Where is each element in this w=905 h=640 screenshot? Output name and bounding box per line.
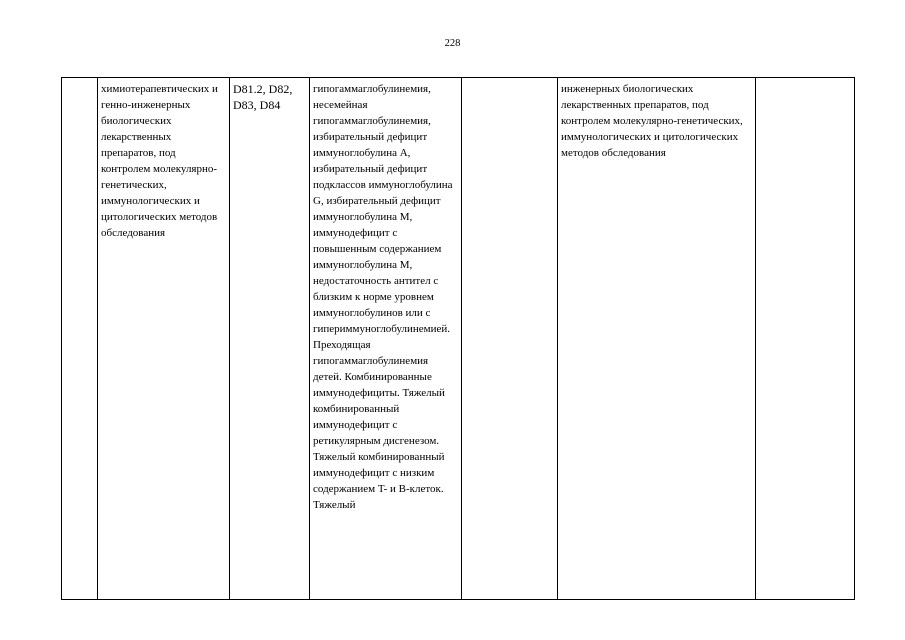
table-cell-patient-model [462, 78, 558, 600]
table-cell-cost [756, 78, 855, 600]
table-cell-icd-codes: D81.2, D82, D83, D84 [230, 78, 310, 600]
table-cell-diagnosis: гипогаммаглобулинемия, несемейная гипогаммаглобулинемия, избирательный дефицит иммуноглобулина A, избирательный дефицит подклассов иммуноглобулина G, избирательный дефицит иммуноглобулина M, иммунодефицит с повышенным содержанием иммуноглобулина M, недостаточность антител с близким к норме уровнем иммуноглобулинов или с гипериммуноглобулинемией. Преходящая гипогаммаглобулинемия детей. Комбинированные иммунодефициты. Тяжелый комбинированный иммунодефицит с ретикулярным дисгенезом. Тяжелый комбинированный иммунодефицит с низким содержанием T- и B-клеток. Тяжелый [310, 78, 462, 600]
page-number: 228 [444, 38, 461, 49]
table-row [62, 78, 855, 600]
medical-care-table [61, 77, 855, 600]
table-cell-index [62, 78, 98, 600]
table-cell-treatment-description: химиотерапевтических и генно-инженерных биологических лекарственных препаратов, под контролем молекулярно-генетических, иммунологических и цитологических методов обследования [98, 78, 230, 600]
table-cell-treatment-method: инженерных биологических лекарственных препаратов, под контролем молекулярно-генетических, иммунологических и цитологических методов обследования [558, 78, 756, 600]
